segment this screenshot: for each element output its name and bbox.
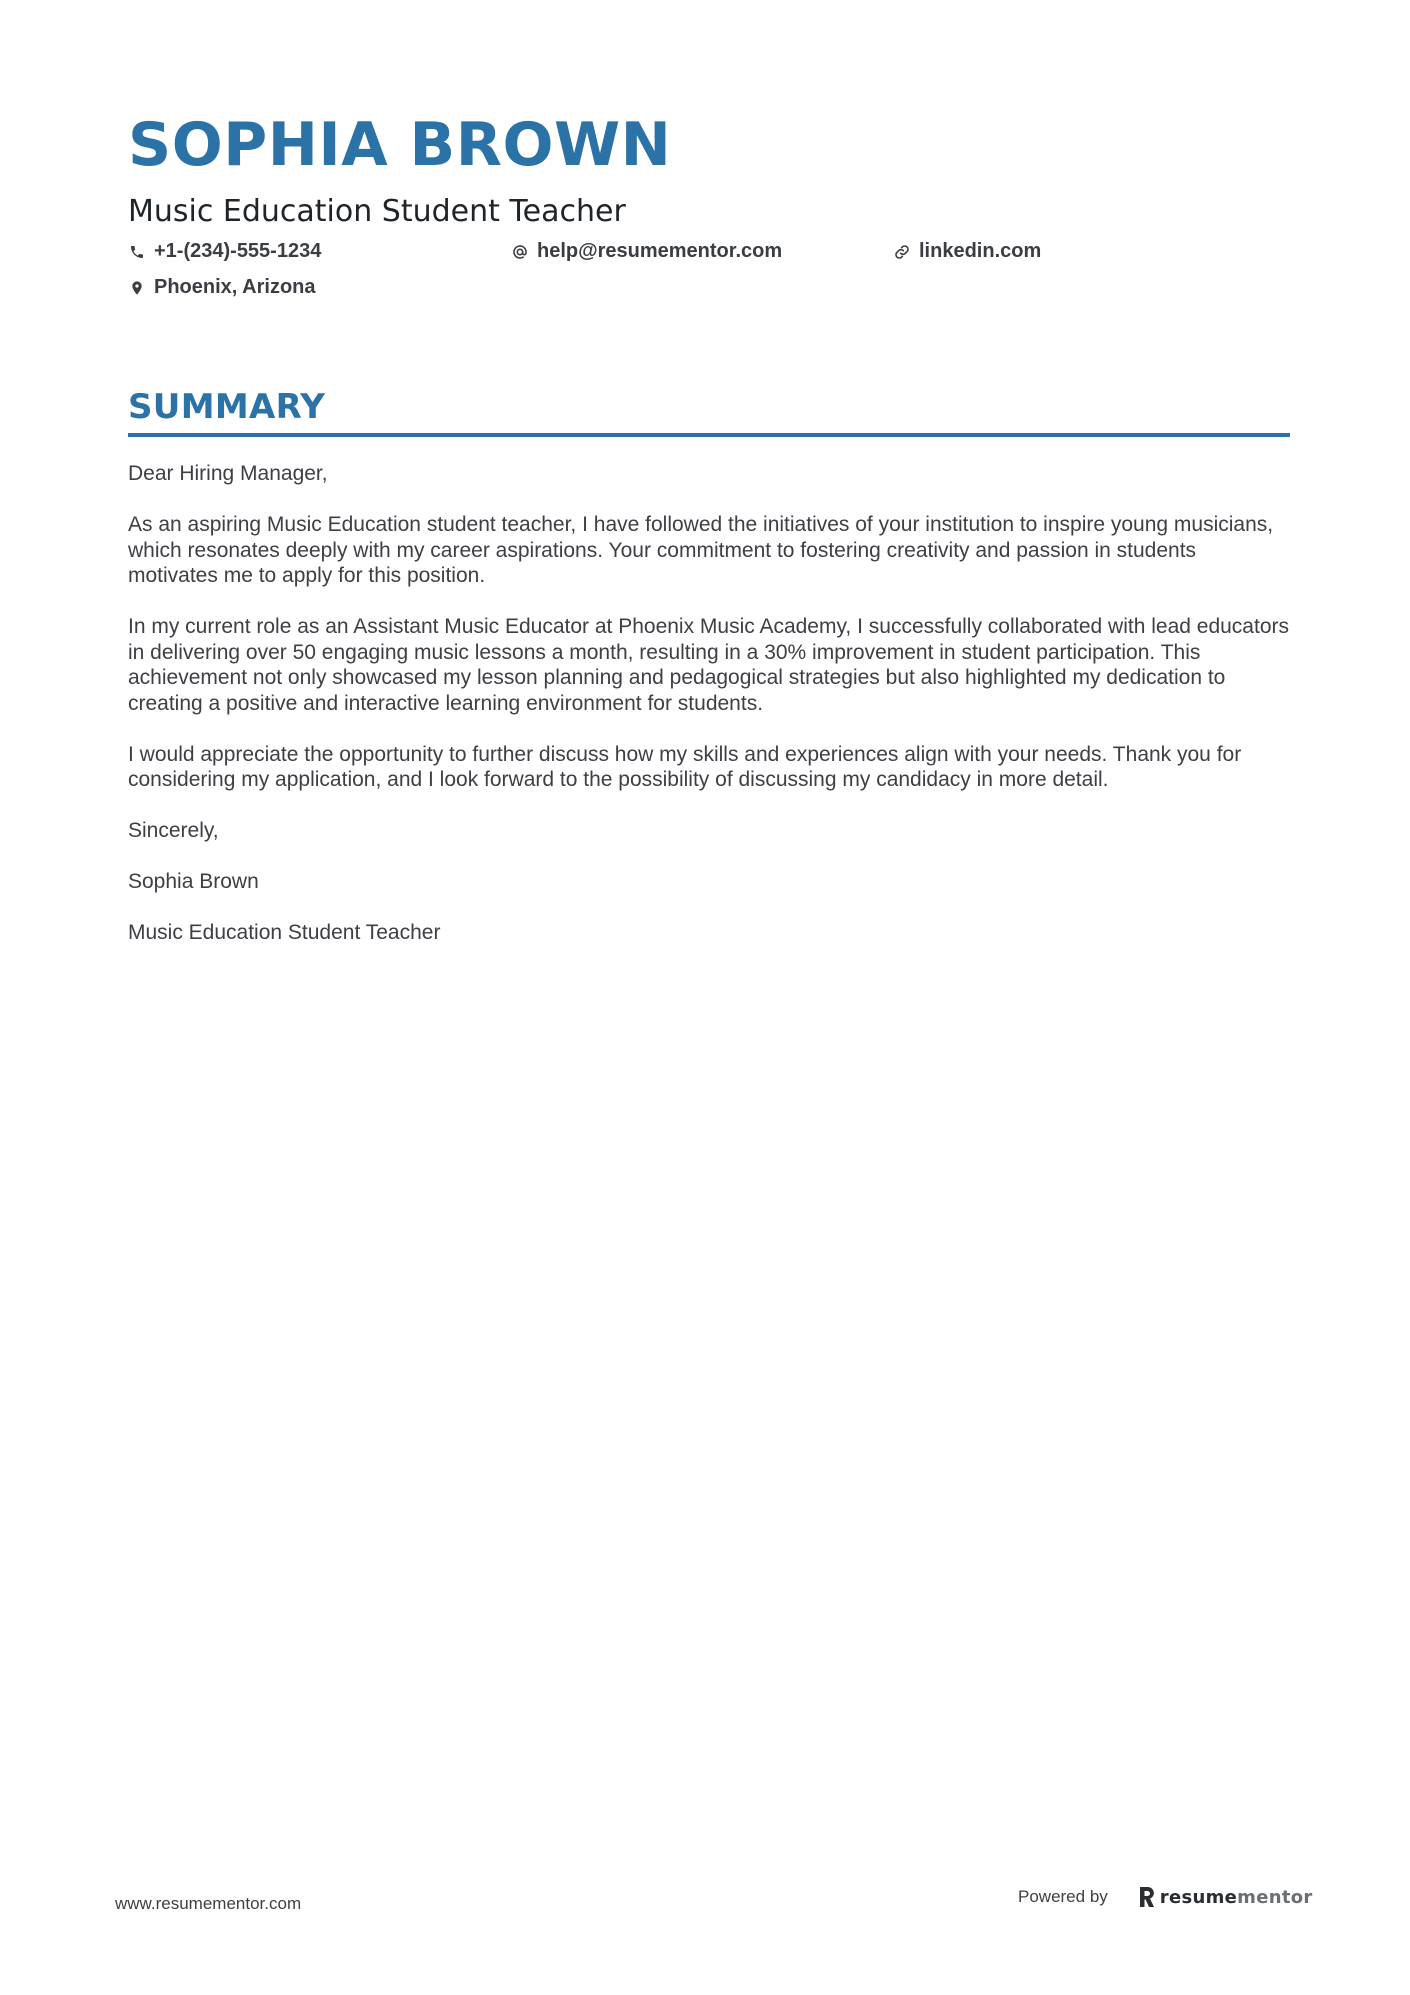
contact-email[interactable] <box>511 240 782 263</box>
brand-part-1: resume <box>1159 1886 1238 1908</box>
signature-name: Sophia Brown <box>128 870 259 893</box>
closing: Sincerely, <box>128 819 219 842</box>
letter-paragraph: In my current role as an Assistant Music Educator at Phoenix Music Academy, I successfully collaborated with lead educators in delivering over 50 engaging music lessons a month, resulting in a 30% improvement in student participation. This achievement not only showcased my lesson planning and pedagogical strategies but also highlighted my dedication to creating a positive and interactive learning environment for students. <box>128 615 1289 715</box>
letter-paragraph: I would appreciate the opportunity to further discuss how my skills and experiences align with your needs. Thank you for considering my application, and I look forward to the possibility of discussing my candidacy in more detail. <box>128 742 1242 791</box>
signature-title: Music Education Student Teacher <box>128 921 441 944</box>
contact-info <box>128 240 1290 314</box>
contact-phone[interactable] <box>128 240 321 263</box>
resumementor-logo-icon <box>1138 1886 1156 1908</box>
powered-by-text: Powered by <box>1018 1887 1108 1906</box>
phone-text: +1-(234)-555-1234 <box>154 240 322 262</box>
resumementor-logo[interactable] <box>1138 1886 1313 1908</box>
brand-part-2: mentor <box>1237 1886 1313 1908</box>
footer-website[interactable]: www.resumementor.com <box>115 1894 302 1913</box>
linkedin-text: linkedin.com <box>919 240 1042 262</box>
resume-header <box>128 110 1290 314</box>
phone-icon <box>128 243 146 261</box>
at-sign-icon <box>511 243 529 261</box>
job-title: Music Education Student Teacher <box>128 194 626 229</box>
section-divider <box>128 433 1290 437</box>
salutation: Dear Hiring Manager, <box>128 462 328 485</box>
email-text: help@resumementor.com <box>537 240 783 262</box>
candidate-name: SOPHIA BROWN <box>128 110 672 180</box>
link-icon <box>893 243 911 261</box>
map-pin-icon <box>128 279 146 297</box>
brand-wordmark <box>1160 1887 1313 1908</box>
footer-branding <box>1018 1886 1313 1908</box>
location-text: Phoenix, Arizona <box>154 276 316 298</box>
letter-paragraph: As an aspiring Music Education student teacher, I have followed the initiatives of your institution to inspire young musicians, which resonates deeply with my career aspirations. Your commitment to fostering creativity and passion in students motivates me to apply for this position. <box>128 513 1274 587</box>
section-heading: SUMMARY <box>128 387 326 427</box>
cover-letter-body <box>128 461 1290 946</box>
summary-section <box>128 385 1290 971</box>
contact-location <box>128 276 316 299</box>
contact-linkedin[interactable] <box>893 240 1041 263</box>
